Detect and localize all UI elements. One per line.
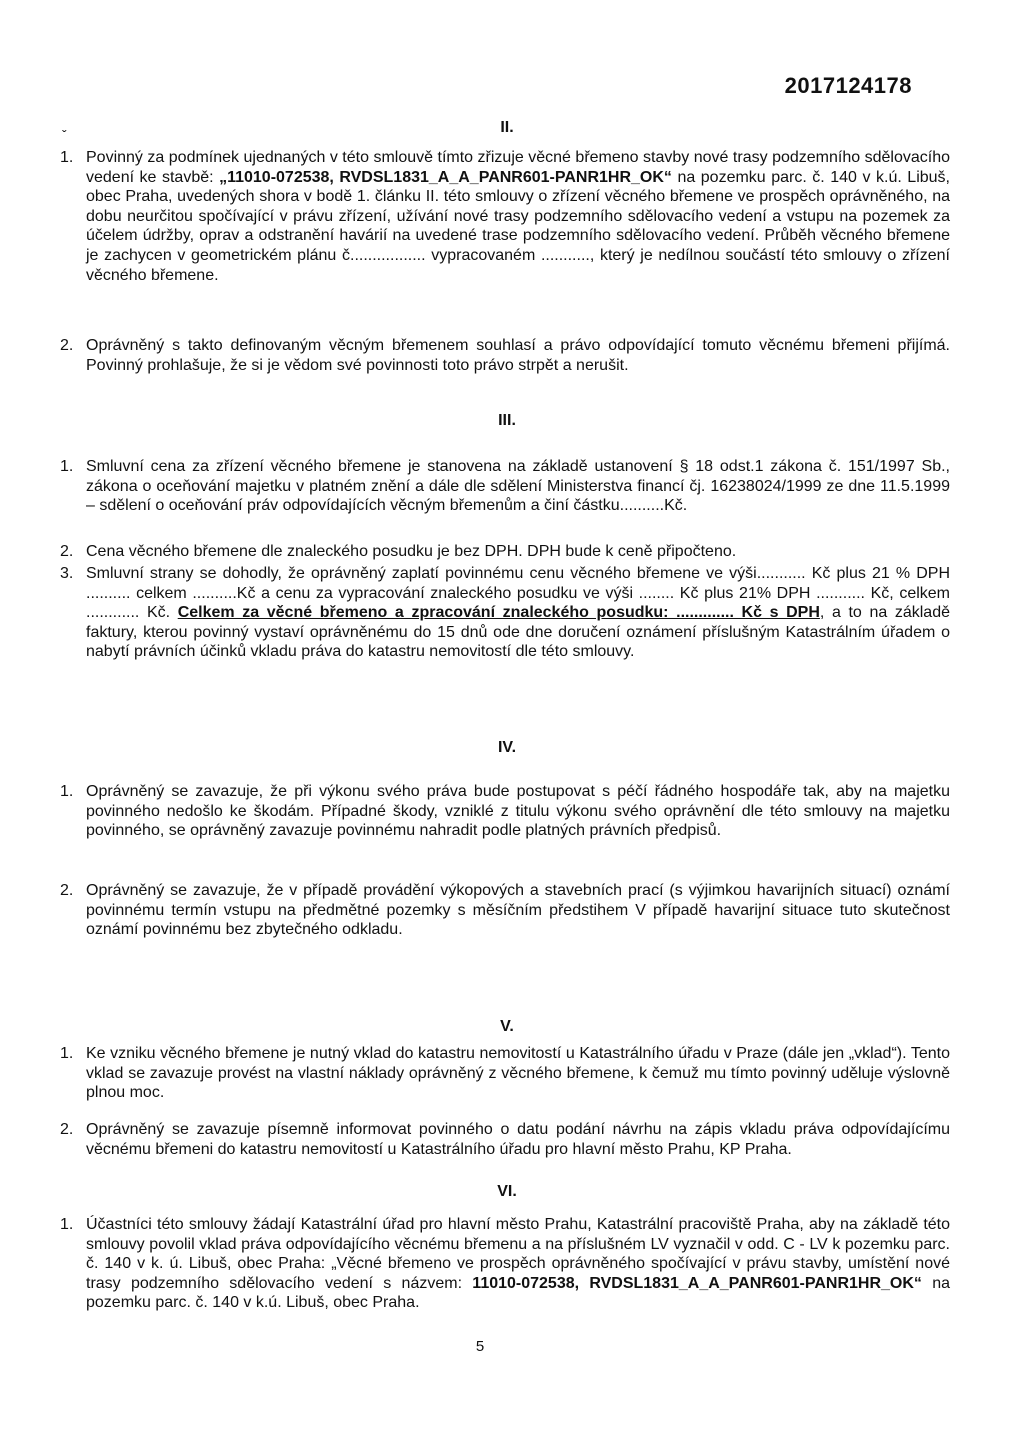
clause-v-1 [60, 1044, 950, 1103]
clause-iii-3 [60, 564, 951, 662]
clause-ii-1 [60, 148, 950, 285]
clause-iii-2 [60, 542, 950, 562]
construction-code: 11010-072538, RVDSL1831_A_A_PANR601-PANR1HR_OK“ [472, 1274, 922, 1292]
clause-number: 1. [60, 149, 74, 166]
clause-number: 1. [60, 1045, 74, 1062]
clause-text: Smluvní strany se dohodly, že oprávněný zaplatí povinnému cenu věcného břemene ve výši........... Kč plus 21 % DPH .......... celkem ..........Kč a cenu za vypracování znaleckého posudku ve výši ........ Kč plus 21% DPH ........... Kč, celkem ............ Kč. [86, 565, 950, 622]
clause-number: 1. [60, 458, 74, 475]
clause-text: Cena věcného břemene dle znaleckého posudku je bez DPH. DPH bude k ceně připočteno. [86, 543, 737, 560]
section-heading-vi: VI. [497, 1183, 517, 1200]
clause-text: Oprávněný se zavazuje, že při výkonu svého práva bude postupovat s péčí řádného hospodáře tak, aby na majetku povinného nedošlo ke škodám. Případné škody, vzniklé z titulu výkonu svého oprávnění dle této smlouvy na majetku povinného, se oprávněný zavazuje povinnému nahradit podle platných právních předpisů. [86, 783, 950, 840]
clause-iv-1 [60, 782, 950, 841]
section-heading-ii: II. [500, 119, 514, 136]
clause-text-cont: na pozemku parc. č. 140 v k.ú. Libuš, obec Praha, uvedených shora v bodě 1. článku II. této smlouvy o zřízení věcného břemene ve prospěch oprávněného, na dobu neurčitou spočívající v právu zřízení, užívání nové trasy podzemního sdělovacího vedení a vstupu na pozemek za účelem údržby, oprav a odstranění havárií na uvedené trase podzemního sdělovacího vedení. Průběh věcného břemene je zachycen v geometrickém plánu č................. vypracovaném ..........., který je nedílnou součástí této smlouvy o zřízení věcného břemene. [86, 168, 950, 284]
section-heading-iii: III. [498, 412, 516, 429]
construction-code: „11010-072538, RVDSL1831_A_A_PANR601-PANR1HR_OK“ [219, 168, 672, 186]
clause-number: 2. [60, 337, 74, 354]
clause-text: Oprávněný s takto definovaným věcným břemenem souhlasí a právo odpovídající tomuto věcnému břemeni přijímá. Povinný prohlašuje, že si je vědom své povinnosti toto právo strpět a nerušit. [86, 337, 950, 374]
clause-number: 2. [60, 882, 74, 899]
clause-number: 3. [60, 565, 74, 582]
clause-text: Smluvní cena za zřízení věcného břemene je stanovena na základě ustanovení § 18 odst.1 zákona č. 151/1997 Sb., zákona o oceňování majetku v platném znění a dále dle sdělení Ministerstva financí čj. 16238024/1999 ze dne 11.5.1999 – sdělení o oceňování práv odpovídajících věcným břemenům a činí částku..........Kč. [86, 458, 950, 515]
clause-iii-1 [60, 457, 950, 516]
clause-text: Ke vzniku věcného břemene je nutný vklad do katastru nemovitostí u Katastrálního úřadu v Praze (dále jen „vklad“). Tento vklad se zavazuje provést na vlastní náklady oprávněný z věcného břemene, k čemuž mu tímto povinný uděluje výslovně plnou moc. [86, 1045, 950, 1102]
clause-text-cont: , a to na základě faktury, kterou povinný vystaví oprávněnému do 15 dnů ode dne doručení oznámení příslušným Katastrálním úřadem o nabytí právních účinků vkladu práva do katastru nemovitostí dle této smlouvy. [86, 604, 951, 661]
total-price-statement: Celkem za věcné břemeno a zpracování znaleckého posudku: ............. Kč s DPH [177, 604, 820, 622]
clause-number: 1. [60, 1216, 74, 1233]
clause-number: 2. [60, 1121, 74, 1138]
clause-vi-1 [60, 1215, 950, 1313]
clause-text: Oprávněný se zavazuje, že v případě provádění výkopových a stavebních prací (s výjimkou havarijních situací) oznámí povinnému termín vstupu na předmětné pozemky s měsíčním předstihem V případě havarijní situace tuto skutečnost oznámí povinnému bez zbytečného odkladu. [86, 882, 950, 939]
section-heading-iv: IV. [497, 739, 517, 756]
page-number: 5 [475, 1338, 485, 1355]
clause-text-cont: na pozemku parc. č. 140 v k.ú. Libuš, obec Praha. [86, 1274, 950, 1312]
clause-ii-2 [60, 336, 950, 375]
clause-text: Povinný za podmínek ujednaných v této smlouvě tímto zřizuje věcné břemeno stavby nové trasy podzemního sdělovacího vedení ke stavbě: [86, 149, 950, 186]
clause-iv-2 [60, 881, 950, 940]
document-id: 2017124178 [784, 73, 912, 98]
clause-number: 2. [60, 543, 74, 560]
corner-mark: ˬ [62, 116, 67, 132]
clause-number: 1. [60, 783, 74, 800]
clause-v-2 [60, 1120, 950, 1159]
section-heading-v: V. [500, 1018, 514, 1035]
clause-text: Oprávněný se zavazuje písemně informovat povinného o datu podání návrhu na zápis vkladu práva odpovídajícímu věcnému břemeni do katastru nemovitostí u Katastrálního úřadu pro hlavní město Prahu, KP Praha. [86, 1121, 950, 1158]
clause-text: Účastníci této smlouvy žádají Katastrální úřad pro hlavní město Prahu, Katastrální pracoviště Praha, aby na základě této smlouvy povolil vklad práva odpovídajícího věcnému břemenu a na příslušném LV vyznačil v odd. C - LV k pozemku parc. č. 140 v k. ú. Libuš, obec Praha: „Věcné břemeno ve prospěch oprávněného spočívající v právu stavby, umístění nové trasy podzemního sdělovacího vedení s názvem: [86, 1216, 950, 1292]
